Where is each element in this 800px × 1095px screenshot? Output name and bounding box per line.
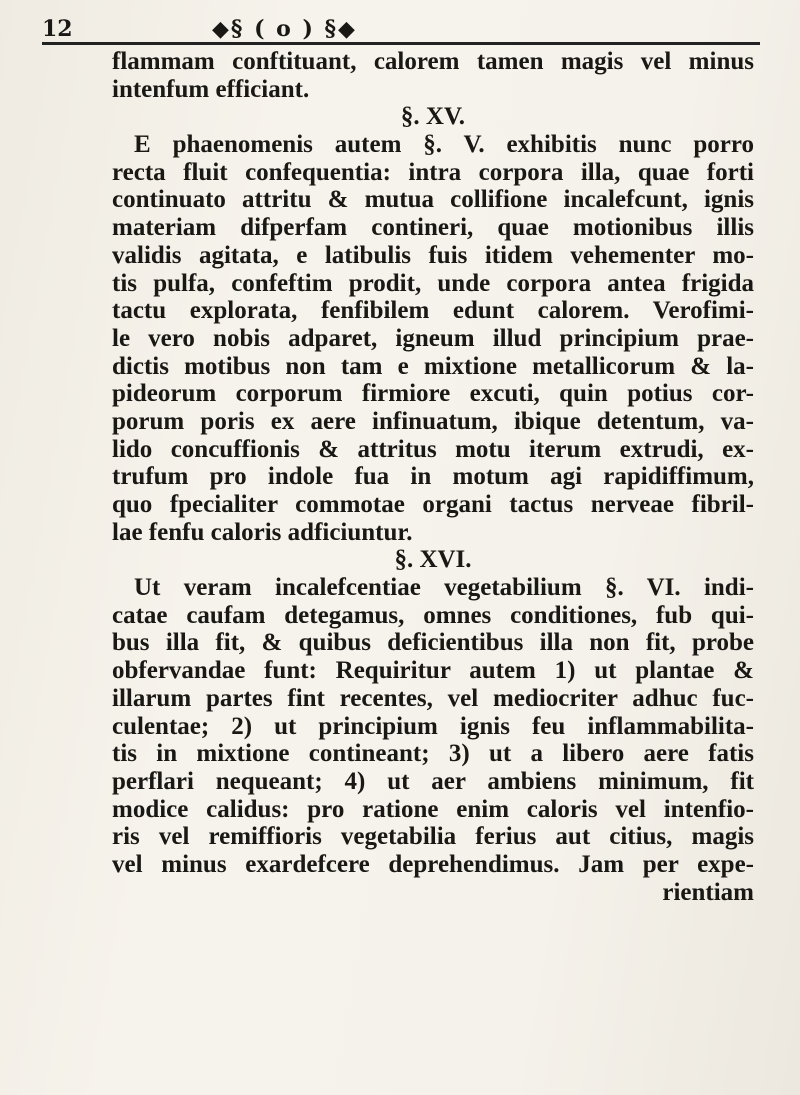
text-line: materiam difperfam contineri, quae motionibus illis [112, 214, 754, 242]
text-line: intenfum efficiant. [112, 75, 310, 103]
text-line: trufum pro indole fua in motum agi rapidiffimum, [112, 463, 754, 491]
page-number: 12 [42, 16, 73, 42]
body-text [112, 48, 754, 906]
text-line: pideorum corporum firmiore excuti, quin potius cor- [112, 380, 754, 408]
text-line: perflari nequeant; 4) ut aer ambiens minimum, fit [112, 767, 754, 795]
text-line: lido concuffionis & attritus motu iterum extrudi, ex- [112, 435, 754, 463]
text-line: ris vel remiffioris vegetabilia ferius aut citius, magis [112, 823, 754, 851]
text-line: obfervandae funt: Requiritur autem 1) ut plantae & [112, 657, 754, 685]
header-rule [42, 42, 760, 45]
text-line: validis agitata, e latibulis fuis itidem vehementer mo- [112, 241, 754, 269]
text-line: le vero nobis adparet, igneum illud principium prae- [112, 324, 754, 352]
text-line: flammam conftituant, calorem tamen magis vel minus [112, 48, 754, 75]
text-line: tactu explorata, fenfibilem edunt calorem. Verofimi- [112, 297, 754, 325]
header-ornament: ◆§ ( o ) §◆ [212, 16, 357, 42]
text-line: illarum partes fint recentes, vel mediocriter adhuc fuc- [112, 684, 754, 712]
text-line: porum poris ex aere infinuatum, ibique detentum, va- [112, 407, 754, 435]
text-line: bus illa fit, & quibus deficientibus illa non fit, probe [112, 629, 754, 657]
text-line: quo fpecialiter commotae organi tactus nerveae fibril- [112, 491, 754, 518]
text-line: culentae; 2) ut principium ignis feu inflammabilita- [112, 712, 754, 740]
text-line: vel minus exardefcere deprehendimus. Jam per expe- [112, 850, 754, 878]
section-heading: §. XVI. [394, 546, 472, 574]
text-line: Ut veram incalefcentiae vegetabilium §. VI. indi- [134, 574, 754, 602]
text-line: modice calidus: pro ratione enim caloris vel intenfio- [112, 795, 754, 823]
section-heading: §. XV. [400, 103, 466, 131]
text-line: tis in mixtione contineant; 3) ut a libero aere fatis [112, 740, 754, 768]
catchword: rientiam [662, 878, 754, 906]
text-line: catae caufam detegamus, omnes conditiones, fub qui- [112, 601, 754, 629]
text-line: continuato attritu & mutua collifione incalefcunt, ignis [112, 186, 754, 214]
text-line: lae fenfu caloris adficiuntur. [112, 518, 413, 546]
text-line: tis pulfa, confeftim prodit, unde corpora antea frigida [112, 269, 754, 297]
text-line: recta fluit confequentia: intra corpora illa, quae forti [112, 158, 754, 186]
text-line: dictis motibus non tam e mixtione metallicorum & la- [112, 352, 754, 380]
text-line: E phaenomenis autem §. V. exhibitis nunc porro [134, 131, 754, 159]
